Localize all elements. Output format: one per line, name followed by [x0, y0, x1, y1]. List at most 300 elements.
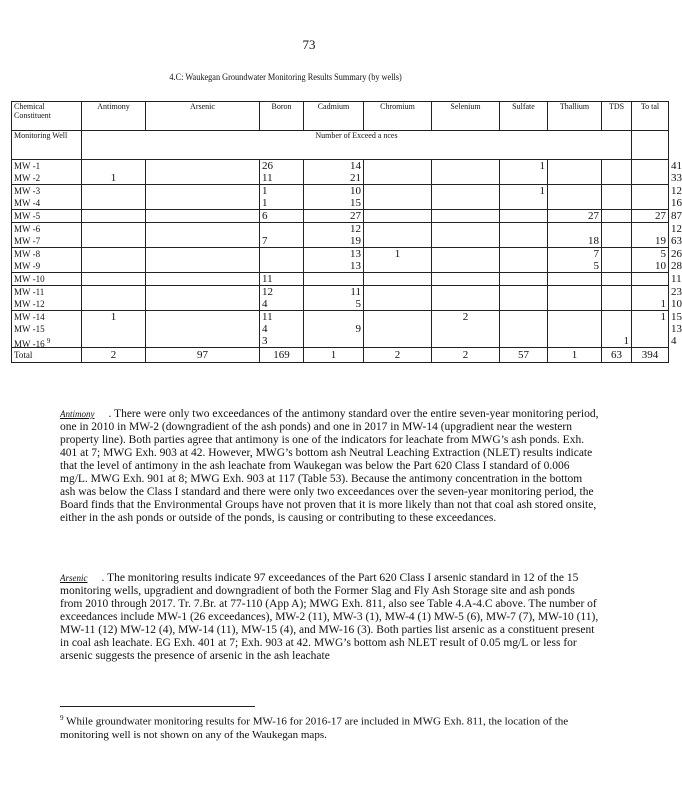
value-cell: [364, 311, 432, 348]
value-cell: [304, 185, 364, 210]
cell-value: 15: [350, 197, 361, 209]
table-header-row: [12, 102, 669, 131]
value-cell: [146, 185, 260, 210]
well-label: MW -8: [14, 249, 41, 259]
cell-value: [604, 235, 629, 247]
footnote: [60, 712, 605, 742]
results-table: [11, 101, 682, 363]
total-value: 169: [260, 348, 304, 363]
cell-value: [502, 273, 545, 285]
cell-value: [634, 172, 666, 184]
value-cell: [632, 185, 669, 210]
cell-value: [550, 286, 599, 298]
value-cell: [364, 248, 432, 273]
value-cell: [82, 160, 146, 185]
well-cell: [12, 286, 82, 311]
value-cell: [82, 210, 146, 223]
cell-value: [148, 311, 257, 323]
cell-value: [148, 286, 257, 298]
total-row: [12, 348, 669, 363]
cell-value: [550, 160, 599, 172]
cell-value: 13: [350, 248, 361, 260]
cell-value: 27: [350, 210, 361, 222]
cell-value: [604, 260, 629, 272]
well-label: MW -7: [14, 236, 41, 246]
cell-value: 7: [262, 235, 268, 247]
cell-value: 21: [350, 172, 361, 184]
well-label: MW -1: [14, 161, 41, 171]
column-header: Chromium: [364, 102, 432, 131]
total-value: 63: [602, 348, 632, 363]
value-cell: [432, 273, 500, 286]
cell-value: 1: [539, 160, 545, 172]
value-cell: [82, 248, 146, 273]
cell-value: [306, 273, 361, 285]
cell-value: [604, 311, 629, 323]
antimony-text: . There were only two exceedances of the antimony standard over the entire seven-year monitoring period, one in 2010 in MW-2 (downgradient of the ash ponds) and one in 2017 in MW-14 (upgradient near the western property line). Both parties agree that antimony is one of the indicators for leachate from MWG’s ash ponds. Exh. 401 at 7; MWG Exh. 903 at 42. However, MWG’s bottom ash Neutral Leaching Extraction (NLET) results indicate that the level of antimony in the ash leachate from Waukegan was below the Part 620 Class I standard of 0.006 mg/L. MWG Exh. 901 at 8; MWG Exh. 903 at 117 (Table 53). Because the antimony concentration in the bottom ash was below the Class I standard and there were only two exceedances over the seven-year monitoring period, the Board finds that the Environmental Groups have not proven that it is more likely than not that coal ash stored onsite, either in the ash ponds or outside of the ponds, is causing or contributing to these exceedances.: [60, 408, 599, 524]
cell-value: [366, 197, 429, 209]
value-cell: [432, 160, 500, 185]
value-cell: [82, 223, 146, 248]
cell-value: [550, 323, 599, 335]
cell-value: [84, 286, 143, 298]
cell-value: [434, 260, 497, 272]
table-row: MW -3 MW -4 1 1 10 15 1 12 16: [12, 185, 669, 210]
arsenic-paragraph: [60, 572, 600, 663]
value-cell: [632, 223, 669, 248]
cell-value: 11: [262, 311, 273, 323]
value-cell: [602, 185, 632, 210]
value-cell: [432, 185, 500, 210]
cell-value: [604, 248, 629, 260]
cell-value: 11: [350, 286, 361, 298]
cell-value: [502, 335, 545, 347]
cell-value: 27: [655, 210, 666, 222]
total-value: 394: [632, 348, 669, 363]
cell-value: [550, 197, 599, 209]
value-cell: [304, 248, 364, 273]
exceedances-label: Number of Exceed a nces: [82, 131, 632, 160]
value-cell: [304, 160, 364, 185]
footnote-ref: 9: [46, 337, 51, 345]
table-title: 4.C: Waukegan Groundwater Monitoring Results Summary (by wells): [169, 72, 402, 82]
cell-value: [366, 172, 429, 184]
cell-value: [84, 248, 143, 260]
value-cell: [548, 160, 602, 185]
page-number: 73: [302, 37, 316, 52]
total-value: 2: [432, 348, 500, 363]
table-row: MW -1 MW -2 1 26 11 14 21 1 41 33: [12, 160, 669, 185]
cell-value: [148, 223, 257, 235]
footnote-text: While groundwater monitoring results for MW-16 for 2016-17 are included in MWG Exh. 811, the location of the monitoring well is not shown on any of the Waukegan maps.: [60, 715, 569, 741]
cell-value: [434, 298, 497, 310]
cell-value: 12: [350, 223, 361, 235]
cell-value: [604, 210, 629, 222]
cell-value: [84, 298, 143, 310]
value-cell: [548, 311, 602, 348]
well-cell: [12, 273, 82, 286]
cell-value: [634, 223, 666, 235]
value-cell: [548, 223, 602, 248]
value-cell: [500, 210, 548, 223]
table-row: MW -8 MW -9 13 13 1 7 5 5 10 26 28: [12, 248, 669, 273]
value-cell: [82, 185, 146, 210]
cell-value: [434, 172, 497, 184]
value-cell: [602, 223, 632, 248]
cell-value: [502, 197, 545, 209]
value-cell: [146, 248, 260, 273]
well-cell: [12, 311, 82, 348]
value-cell: [364, 210, 432, 223]
value-cell: [260, 311, 304, 348]
cell-value: 9: [355, 323, 361, 335]
cell-value: [148, 323, 257, 335]
value-cell: [260, 185, 304, 210]
value-cell: [146, 311, 260, 348]
arsenic-heading: Arsenic: [60, 573, 88, 583]
cell-value: 1: [394, 248, 401, 260]
value-cell: [364, 273, 432, 286]
cell-value: 12: [262, 286, 273, 298]
column-header: Arsenic: [146, 102, 260, 131]
cell-value: [262, 248, 301, 260]
value-cell: [432, 223, 500, 248]
value-cell: [602, 273, 632, 286]
cell-value: 19: [350, 235, 361, 247]
cell-value: [550, 335, 599, 347]
well-label: MW -5: [14, 211, 41, 221]
cell-value: [366, 160, 429, 172]
cell-value: 14: [350, 160, 361, 172]
cell-value: [262, 223, 301, 235]
total-value: 57: [500, 348, 548, 363]
cell-value: [434, 248, 497, 260]
value-cell: [146, 273, 260, 286]
cell-value: [550, 311, 599, 323]
value-cell: [632, 311, 669, 348]
cell-value: [148, 185, 257, 197]
cell-value: [148, 298, 257, 310]
cell-value: 1: [110, 311, 117, 323]
cell-value: 4: [262, 323, 268, 335]
value-cell: [260, 223, 304, 248]
table-row: MW -6 MW -7 7 12 19 18 19 12 63: [12, 223, 669, 248]
value-cell: [260, 210, 304, 223]
cell-value: 7: [593, 248, 599, 260]
value-cell: [548, 273, 602, 286]
table-row: MW -5 6 27 27 27 87: [12, 210, 669, 223]
value-cell: [602, 248, 632, 273]
monitoring-well-label: Monitoring Well: [12, 131, 82, 160]
cell-value: 6: [262, 210, 268, 222]
value-cell: [500, 286, 548, 311]
value-cell: [432, 248, 500, 273]
well-label: MW -12: [14, 299, 45, 309]
cell-value: [366, 235, 429, 247]
cell-value: [366, 286, 429, 298]
cell-value: [148, 197, 257, 209]
cell-value: [148, 210, 257, 222]
cell-value: [502, 323, 545, 335]
value-cell: [632, 210, 669, 223]
cell-value: 11: [262, 172, 273, 184]
cell-value: 4: [262, 298, 268, 310]
cell-value: [634, 286, 666, 298]
value-cell: [632, 273, 669, 286]
blank-cell: [632, 131, 669, 160]
cell-value: [148, 273, 257, 285]
cell-value: [634, 185, 666, 197]
cell-value: 5: [660, 248, 666, 260]
cell-value: [604, 223, 629, 235]
value-cell: [304, 286, 364, 311]
cell-value: [502, 248, 545, 260]
cell-value: [434, 185, 497, 197]
value-cell: [500, 273, 548, 286]
value-cell: [500, 311, 548, 348]
well-label: MW -4: [14, 198, 41, 208]
cell-value: 27: [588, 210, 599, 222]
well-label: MW -3: [14, 186, 41, 196]
cell-value: [634, 160, 666, 172]
column-header: Boron: [260, 102, 304, 131]
cell-value: [434, 286, 497, 298]
cell-value: [604, 323, 629, 335]
cell-value: [604, 185, 629, 197]
cell-value: [634, 273, 666, 285]
cell-value: [84, 335, 143, 347]
arsenic-text: . The monitoring results indicate 97 exceedances of the Part 620 Class I arsenic standard in 12 of the 15 monitoring wells, upgradient and downgradient of both the Former Slag and Fly Ash Storage site and ash ponds from 2010 through 2017. Tr. 7.Br. at 77-110 (App A); MWG Exh. 811, also see Table 4.A-4.C above. The number of exceedances include MW-1 (26 exceedances), MW-2 (11), MW-3 (1), MW-4 (1) MW-5 (6), MW-7 (7), MW-10 (11), MW-11 (12) MW-12 (4), MW-14 (11), MW-15 (4), and MW-16 (3). Both parties list arsenic as a constituent present in coal ash leachate. EG Exh. 401 at 7; Exh. 903 at 42. MWG’s bottom ash NLET result of 0.05 mg/L or less for arsenic suggests the presence of arsenic in the ash leachate: [60, 572, 599, 662]
value-cell: [304, 273, 364, 286]
total-label: Total: [12, 348, 82, 363]
cell-value: 10: [655, 260, 666, 272]
cell-value: [434, 197, 497, 209]
well-cell: [12, 185, 82, 210]
cell-value: [634, 335, 666, 347]
cell-value: [434, 335, 497, 347]
cell-value: [366, 185, 429, 197]
value-cell: [500, 185, 548, 210]
value-cell: [146, 286, 260, 311]
cell-value: [148, 235, 257, 247]
cell-value: [550, 223, 599, 235]
cell-value: [550, 298, 599, 310]
cell-value: 1: [110, 172, 117, 184]
cell-value: 19: [655, 235, 666, 247]
cell-value: [434, 223, 497, 235]
cell-value: [502, 172, 545, 184]
cell-value: 10: [350, 185, 361, 197]
value-cell: [500, 248, 548, 273]
well-label: MW -6: [14, 224, 41, 234]
cell-value: [434, 160, 497, 172]
value-cell: [632, 286, 669, 311]
cell-value: [148, 260, 257, 272]
value-cell: [500, 160, 548, 185]
cell-value: [502, 235, 545, 247]
value-cell: [146, 160, 260, 185]
cell-value: [84, 273, 143, 285]
cell-value: 5: [593, 260, 599, 272]
value-cell: [548, 286, 602, 311]
value-cell: [602, 311, 632, 348]
cell-value: [502, 286, 545, 298]
cell-value: 1: [539, 185, 545, 197]
antimony-heading: Antimony: [60, 409, 95, 419]
cell-value: [604, 273, 629, 285]
cell-value: 3: [262, 335, 268, 347]
cell-value: 1: [660, 298, 666, 310]
cell-value: [148, 248, 257, 260]
value-cell: [304, 311, 364, 348]
cell-value: [550, 172, 599, 184]
value-cell: [364, 160, 432, 185]
value-cell: [364, 286, 432, 311]
value-cell: [548, 248, 602, 273]
cell-value: 26: [262, 160, 273, 172]
value-cell: [304, 210, 364, 223]
cell-value: [502, 298, 545, 310]
well-label: MW -15: [14, 324, 45, 334]
cell-value: [604, 298, 629, 310]
table-row: MW -14 MW -15 MW -16 $^9$ 1 11 4 3 9 2 1 1 15 13 4: [12, 311, 669, 348]
cell-value: [604, 160, 629, 172]
table-row: MW -11 MW -12 12 4 11 5 1 23 10: [12, 286, 669, 311]
cell-value: [148, 160, 257, 172]
cell-value: [434, 235, 497, 247]
cell-value: 11: [262, 273, 273, 285]
cell-value: [434, 210, 497, 222]
cell-value: [84, 210, 143, 222]
column-header: To tal: [632, 102, 669, 131]
column-header: Sulfate: [500, 102, 548, 131]
cell-value: [262, 260, 301, 272]
value-cell: [602, 160, 632, 185]
cell-value: [502, 223, 545, 235]
cell-value: [366, 223, 429, 235]
value-cell: [602, 286, 632, 311]
well-label: MW -11: [14, 287, 45, 297]
cell-value: [634, 197, 666, 209]
well-cell: [12, 160, 82, 185]
value-cell: [82, 273, 146, 286]
cell-value: [84, 260, 143, 272]
value-cell: [432, 286, 500, 311]
cell-value: [634, 323, 666, 335]
value-cell: [548, 185, 602, 210]
value-cell: [632, 160, 669, 185]
table-subheader-row: [12, 131, 669, 160]
column-header: TDS: [602, 102, 632, 131]
value-cell: [432, 311, 500, 348]
well-cell: [12, 223, 82, 248]
cell-value: [604, 197, 629, 209]
value-cell: [82, 311, 146, 348]
cell-value: 5: [355, 298, 361, 310]
cell-value: 13: [350, 260, 361, 272]
cell-value: [434, 323, 497, 335]
value-cell: [364, 185, 432, 210]
total-value: 2: [364, 348, 432, 363]
value-cell: [602, 210, 632, 223]
value-cell: [260, 273, 304, 286]
cell-value: 1: [262, 197, 268, 209]
cell-value: [366, 260, 429, 272]
cell-value: [84, 235, 143, 247]
column-header: Selenium: [432, 102, 500, 131]
cell-value: [84, 197, 143, 209]
table-row: MW -10 11 11: [12, 273, 669, 286]
column-header: Cadmium: [304, 102, 364, 131]
well-label: MW -2: [14, 173, 41, 183]
cell-value: 1: [262, 185, 268, 197]
antimony-paragraph: [60, 408, 600, 525]
cell-value: [306, 311, 361, 323]
cell-value: [550, 185, 599, 197]
value-cell: [500, 223, 548, 248]
column-header: Thallium: [548, 102, 602, 131]
cell-value: [550, 273, 599, 285]
total-value: 1: [548, 348, 602, 363]
total-value: 2: [82, 348, 146, 363]
value-cell: [260, 248, 304, 273]
cell-value: [366, 323, 429, 335]
cell-value: [366, 210, 429, 222]
cell-value: [84, 185, 143, 197]
well-label: MW -14: [14, 312, 45, 322]
footnote-rule: [60, 706, 255, 707]
total-value: 97: [146, 348, 260, 363]
cell-value: [366, 273, 429, 285]
cell-value: [502, 260, 545, 272]
cell-value: [84, 223, 143, 235]
cell-value: [604, 172, 629, 184]
cell-value: 18: [588, 235, 599, 247]
value-cell: [548, 210, 602, 223]
cell-value: [148, 172, 257, 184]
well-label: MW -10: [14, 274, 45, 284]
well-cell: [12, 248, 82, 273]
cell-value: 1: [623, 335, 629, 347]
value-cell: [364, 223, 432, 248]
well-label: MW -9: [14, 261, 41, 271]
footnote-marker: 9: [60, 714, 64, 722]
cell-value: [434, 273, 497, 285]
cell-value: [604, 286, 629, 298]
cell-value: [502, 311, 545, 323]
cell-value: [84, 160, 143, 172]
value-cell: [82, 286, 146, 311]
value-cell: [632, 248, 669, 273]
column-header: Antimony: [82, 102, 146, 131]
cell-value: [84, 323, 143, 335]
total-value: 1: [304, 348, 364, 363]
cell-value: [148, 335, 257, 347]
well-label: MW -16 $^9$: [14, 337, 51, 349]
cell-value: [306, 335, 361, 347]
value-cell: [146, 223, 260, 248]
column-header: Chemical Constituent: [12, 102, 82, 131]
cell-value: [366, 311, 429, 323]
cell-value: 2: [462, 311, 469, 323]
cell-value: [366, 298, 429, 310]
value-cell: [432, 210, 500, 223]
value-cell: [260, 286, 304, 311]
cell-value: 1: [660, 311, 666, 323]
well-cell: [12, 210, 82, 223]
value-cell: [304, 223, 364, 248]
cell-value: [502, 210, 545, 222]
